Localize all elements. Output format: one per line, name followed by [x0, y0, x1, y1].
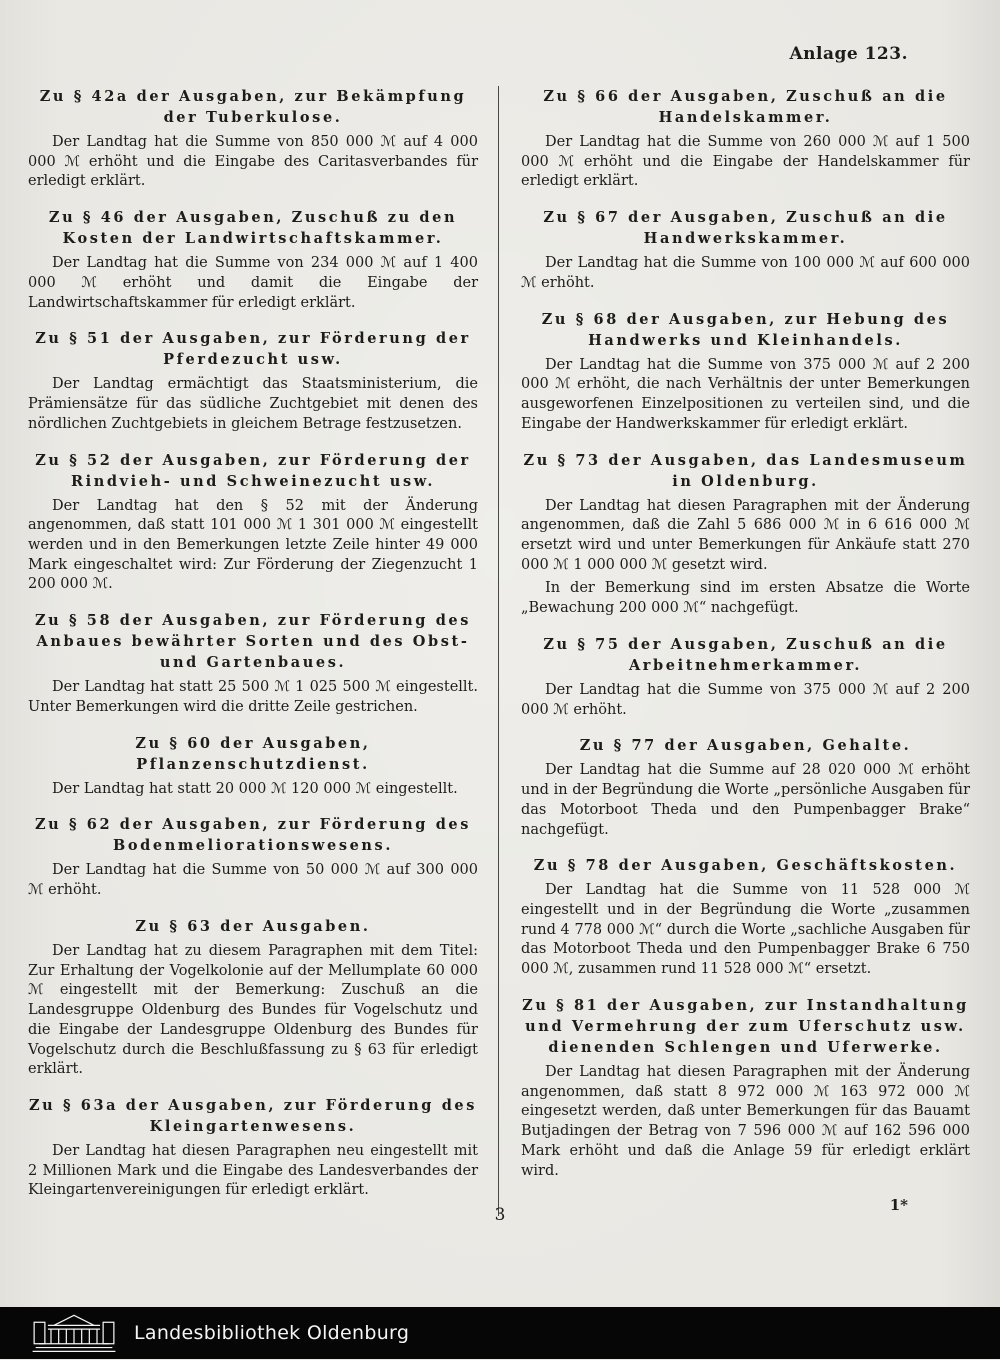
- section-heading: Zu § 68 der Ausgaben, zur Hebung des Handwerks und Kleinhandels.: [541, 310, 950, 349]
- section-heading: Zu § 81 der Ausgaben, zur Instandhaltung und Vermehrung der zum Uferschutz usw. dienenden Schlengen und Uferwerke.: [522, 996, 969, 1056]
- section-81: [521, 995, 970, 1181]
- section-paragraph: Der Landtag hat die Summe von 850 000 ℳ auf 4 000 000 ℳ erhöht und die Eingabe des Caritasverbandes für erledigt erklärt.: [28, 134, 478, 190]
- section-73: [521, 450, 970, 619]
- section-heading: Zu § 51 der Ausgaben, zur Förderung der Pferdezucht usw.: [35, 330, 471, 369]
- section-52: [28, 450, 478, 596]
- section-63a: [28, 1095, 478, 1201]
- section-63: [28, 916, 478, 1080]
- left-column: [28, 86, 499, 1216]
- section-78: [521, 855, 970, 980]
- section-paragraph: Der Landtag ermächtigt das Staatsministerium, die Prämiensätze für das südliche Zuchtgebiet mit denen des nördlichen Zuchtgebiets in gleichem Betrage festzusetzen.: [28, 376, 478, 432]
- section-heading: Zu § 75 der Ausgaben, Zuschuß an die Arbeitnehmerkammer.: [543, 635, 948, 674]
- section-heading: Zu § 62 der Ausgaben, zur Förderung des Bodenmeliorationswesens.: [34, 816, 472, 855]
- two-column-text-block: [28, 86, 970, 1216]
- section-paragraph: Der Landtag hat die Summe von 100 000 ℳ auf 600 000 ℳ erhöht.: [521, 255, 970, 291]
- section-75: [521, 634, 970, 720]
- section-paragraph: Der Landtag hat die Summe von 375 000 ℳ auf 2 200 000 ℳ erhöht.: [521, 681, 970, 718]
- section-paragraph: Der Landtag hat die Summe auf 28 020 000 ℳ erhöht und in der Begründung die Worte „persönliche Ausgaben für das Motorboot Theda und den Pumpenbagger Brake“ nachgefügt.: [521, 762, 970, 838]
- section-paragraph: Der Landtag hat diesen Paragraphen mit der Änderung angenommen, daß die Zahl 5 686 000 ℳ in 6 616 000 ℳ ersetzt wird und unter Bemerkungen für Ankäufe statt 270 000 ℳ 1 000 000 ℳ gesetzt wird.: [521, 497, 970, 573]
- section-heading: Zu § 66 der Ausgaben, Zuschuß an die Handelskammer.: [543, 88, 948, 127]
- section-42a: [28, 86, 478, 192]
- section-46: [28, 207, 478, 313]
- section-heading: Zu § 46 der Ausgaben, Zuschuß zu den Kosten der Landwirtschaftskammer.: [48, 209, 458, 248]
- section-heading: Zu § 67 der Ausgaben, Zuschuß an die Handwerkskammer.: [543, 209, 948, 248]
- section-paragraph: In der Bemerkung sind im ersten Absatze die Worte „Bewachung 200 000 ℳ“ nachgefügt.: [521, 580, 970, 617]
- section-paragraph: Der Landtag hat zu diesem Paragraphen mit dem Titel: Zur Erhaltung der Vogelkolonie auf der Mellumplate 60 000 ℳ eingestellt mit der Bemerkung: Zuschuß an die Landesgruppe Oldenburg des Bundes für Vogelschutz und die Eingabe der Landesgruppe Oldenburg des Bundes für Vogelschutz durch die Beschlußfassung zu § 63 für erledigt erklärt.: [28, 942, 478, 1078]
- library-footer-bar: [0, 1307, 1000, 1359]
- section-66: [521, 86, 970, 192]
- section-paragraph: Der Landtag hat die Summe von 375 000 ℳ auf 2 200 000 ℳ erhöht, die nach Verhältnis der unter Bemerkungen ausgeworfenen Einzelpositionen zu verteilen sind, und die Eingabe der Handwerkskammer für erledigt erklärt.: [521, 356, 970, 432]
- section-77: [521, 735, 970, 840]
- section-paragraph: Der Landtag hat statt 25 500 ℳ 1 025 500 ℳ eingestellt. Unter Bemerkungen wird die dritte Zeile gestrichen.: [28, 679, 478, 715]
- section-heading: Zu § 78 der Ausgaben, Geschäftskosten.: [533, 857, 958, 875]
- section-paragraph: Der Landtag hat die Summe von 50 000 ℳ auf 300 000 ℳ erhöht.: [28, 862, 478, 899]
- section-paragraph: Der Landtag hat diesen Paragraphen mit der Änderung angenommen, daß statt 8 972 000 ℳ 163 972 000 ℳ eingesetzt werden, daß unter Bemerkungen für das Bauamt Butjadingen der Betrag von 7 596 000 ℳ auf 162 596 000 Mark erhöht und daß die Anlage 59 für erledigt erklärt wird.: [521, 1063, 970, 1179]
- signature-mark: 1*: [889, 1196, 908, 1215]
- section-paragraph: Der Landtag hat diesen Paragraphen neu eingestellt mit 2 Millionen Mark und die Eingabe des Landesverbandes der Kleingartenvereinigungen für erledigt erklärt.: [28, 1142, 478, 1199]
- section-67: [521, 207, 970, 293]
- page-annotation: Anlage 123.: [789, 44, 908, 64]
- section-heading: Zu § 58 der Ausgaben, zur Förderung des Anbaues bewährter Sorten und des Obst- und Gartenbaues.: [34, 612, 472, 672]
- right-column: [499, 86, 970, 1216]
- section-60: [28, 733, 478, 800]
- section-heading: Zu § 60 der Ausgaben, Pflanzenschutzdienst.: [135, 734, 371, 773]
- section-paragraph: Der Landtag hat statt 20 000 ℳ 120 000 ℳ eingestellt.: [52, 780, 458, 797]
- section-paragraph: Der Landtag hat die Summe von 234 000 ℳ auf 1 400 000 ℳ erhöht und damit die Eingabe der Landwirtschaftskammer für erledigt erklärt.: [28, 255, 478, 311]
- library-name: Landesbibliothek Oldenburg: [134, 1322, 410, 1344]
- section-heading: Zu § 77 der Ausgaben, Gehalte.: [579, 737, 912, 755]
- section-paragraph: Der Landtag hat die Summe von 11 528 000 ℳ eingestellt und in der Begründung die Worte „zusammen rund 4 778 000 ℳ“ durch die Worte „sachliche Ausgaben für das Motorboot Theda und den Pumpenbagger Brake 6 750 000 ℳ, zusammen rund 11 528 000 ℳ“ ersetzt.: [521, 882, 970, 978]
- section-paragraph: Der Landtag hat die Summe von 260 000 ℳ auf 1 500 000 ℳ erhöht und die Eingabe der Handelskammer für erledigt erklärt.: [521, 134, 970, 190]
- library-building-icon: [28, 1310, 120, 1356]
- section-heading: Zu § 63 der Ausgaben.: [135, 917, 371, 935]
- section-68: [521, 309, 970, 435]
- page-number: 3: [494, 1205, 506, 1225]
- section-heading: Zu § 73 der Ausgaben, das Landesmuseum in Oldenburg.: [523, 451, 968, 490]
- section-paragraph: Der Landtag hat den § 52 mit der Änderung angenommen, daß statt 101 000 ℳ 1 301 000 ℳ eingestellt werden und in den Bemerkungen letzte Zeile hinter 49 000 Mark eingeschaltet wird: Zur Förderung der Ziegenzucht 1 200 000 ℳ.: [28, 497, 478, 593]
- section-heading: Zu § 52 der Ausgaben, zur Förderung der Rindvieh- und Schweinezucht usw.: [35, 451, 471, 490]
- section-heading: Zu § 63a der Ausgaben, zur Förderung des Kleingartenwesens.: [28, 1096, 478, 1135]
- section-62: [28, 814, 478, 900]
- section-58: [28, 610, 478, 717]
- section-heading: Zu § 42a der Ausgaben, zur Bekämpfung der Tuberkulose.: [39, 88, 467, 127]
- section-51: [28, 328, 478, 434]
